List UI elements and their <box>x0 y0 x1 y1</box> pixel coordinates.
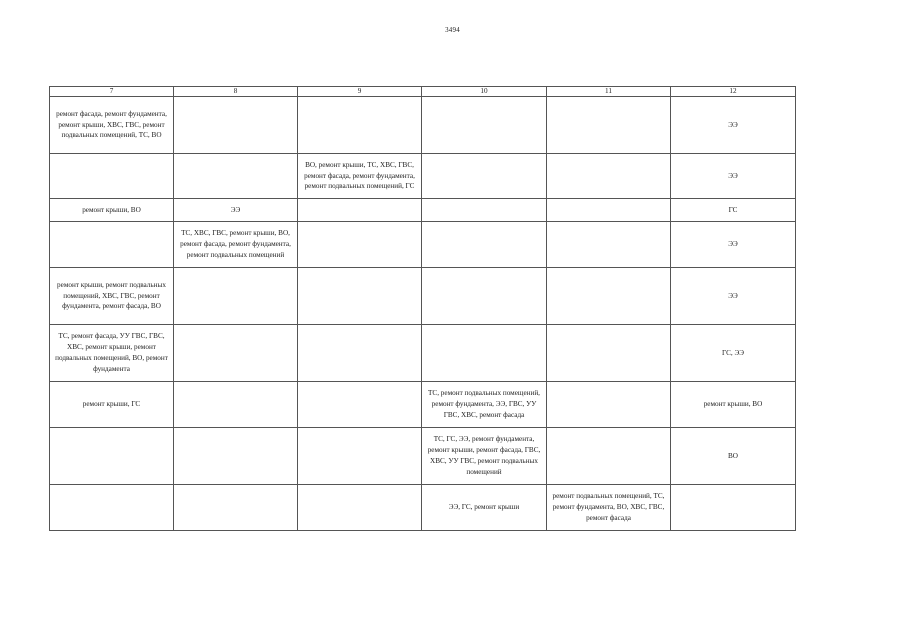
table-cell <box>422 325 547 382</box>
table-cell: ремонт крыши, ГС <box>50 382 174 428</box>
table-cell: ГС, ЭЭ <box>671 325 796 382</box>
table-cell <box>50 485 174 531</box>
table-cell: ЭЭ <box>174 199 298 222</box>
table-cell <box>422 199 547 222</box>
column-header: 11 <box>547 87 671 97</box>
table-cell <box>298 485 422 531</box>
table-cell <box>174 485 298 531</box>
table-cell <box>174 97 298 154</box>
column-header: 7 <box>50 87 174 97</box>
table-cell: ремонт фасада, ремонт фундамента, ремонт крыши, ХВС, ГВС, ремонт подвальных помещений, ТС, ВО <box>50 97 174 154</box>
table-cell: ремонт крыши, ВО <box>50 199 174 222</box>
table-row <box>50 154 796 199</box>
table-cell <box>422 268 547 325</box>
table-cell: ЭЭ <box>671 97 796 154</box>
table-cell: ЭЭ <box>671 222 796 268</box>
table-cell <box>547 222 671 268</box>
table-cell <box>50 222 174 268</box>
column-header: 8 <box>174 87 298 97</box>
table-cell <box>174 154 298 199</box>
table-cell: ВО <box>671 428 796 485</box>
table-cell <box>547 428 671 485</box>
table-cell: ТС, ремонт подвальных помещений, ремонт фундамента, ЭЭ, ГВС, УУ ГВС, ХВС, ремонт фасада <box>422 382 547 428</box>
table-cell <box>422 154 547 199</box>
column-header: 10 <box>422 87 547 97</box>
table-cell: ТС, ремонт фасада, УУ ГВС, ГВС, ХВС, ремонт крыши, ремонт подвальных помещений, ВО, ремонт фундамента <box>50 325 174 382</box>
table-row <box>50 222 796 268</box>
table-cell <box>298 97 422 154</box>
table-cell: ТС, ХВС, ГВС, ремонт крыши, ВО, ремонт фасада, ремонт фундамента, ремонт подвальных помещений <box>174 222 298 268</box>
table-row <box>50 485 796 531</box>
table-cell: ремонт крыши, ВО <box>671 382 796 428</box>
table-cell: ЭЭ <box>671 268 796 325</box>
table-cell <box>174 268 298 325</box>
table-cell: ГС <box>671 199 796 222</box>
table-row <box>50 268 796 325</box>
table-cell <box>174 382 298 428</box>
table-row <box>50 97 796 154</box>
table-cell <box>298 268 422 325</box>
table-cell <box>671 485 796 531</box>
table-cell <box>547 97 671 154</box>
table-cell <box>547 154 671 199</box>
table-cell <box>298 325 422 382</box>
table-cell <box>174 325 298 382</box>
table-cell: ВО, ремонт крыши, ТС, ХВС, ГВС, ремонт фасада, ремонт фундамента, ремонт подвальных помещений, ГС <box>298 154 422 199</box>
table-row <box>50 382 796 428</box>
column-header: 12 <box>671 87 796 97</box>
table-cell <box>174 428 298 485</box>
table-cell <box>50 428 174 485</box>
table-row <box>50 428 796 485</box>
table-cell: ремонт крыши, ремонт подвальных помещений, ХВС, ГВС, ремонт фундамента, ремонт фасада, ВО <box>50 268 174 325</box>
table-row <box>50 199 796 222</box>
table-cell <box>298 222 422 268</box>
table-cell <box>547 268 671 325</box>
table-cell <box>298 199 422 222</box>
table-cell <box>547 382 671 428</box>
table-cell: ЭЭ, ГС, ремонт крыши <box>422 485 547 531</box>
table-cell <box>298 428 422 485</box>
table-cell <box>547 199 671 222</box>
table-cell <box>298 382 422 428</box>
works-table <box>49 86 796 531</box>
table-cell <box>422 222 547 268</box>
table-cell: ремонт подвальных помещений, ТС, ремонт фундамента, ВО, ХВС, ГВС, ремонт фасада <box>547 485 671 531</box>
table-cell <box>422 97 547 154</box>
column-header: 9 <box>298 87 422 97</box>
table-cell <box>547 325 671 382</box>
table-cell: ТС, ГС, ЭЭ, ремонт фундамента, ремонт крыши, ремонт фасада, ГВС, ХВС, УУ ГВС, ремонт подвальных помещений <box>422 428 547 485</box>
table-cell <box>50 154 174 199</box>
table-header-row <box>50 87 796 97</box>
table-row <box>50 325 796 382</box>
page-number: 3494 <box>445 26 460 34</box>
table-cell: ЭЭ <box>671 154 796 199</box>
